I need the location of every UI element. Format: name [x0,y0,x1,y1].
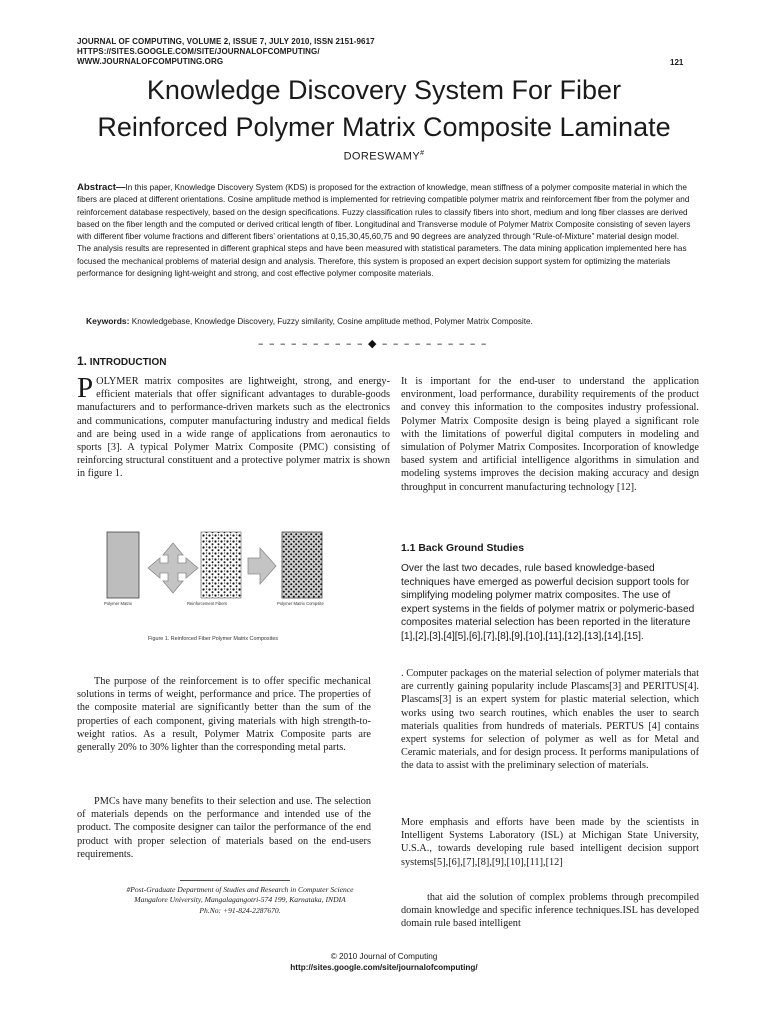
section-number: 1. [77,354,88,368]
paper-title-line2: Reinforced Polymer Matrix Composite Laminate [97,112,671,142]
intro-paragraph-2-text: The purpose of the reinforcement is to offer specific mechanical solutions in terms of weight, performance and price. The properties of the composite material are significantly better than the sum of the properties of each component, giving materials with high strength-to-weight ratios. As a result, Polymer Matrix Composite parts are generally 20% to 30% lighter than the corresponding metal parts. [77,676,371,754]
intro-paragraph-1 [77,372,390,481]
abstract-label: Abstract [77,182,116,193]
keywords-text: Knowledgebase, Knowledge Discovery, Fuzzy similarity, Cosine amplitude method, Polymer Matrix Composite. [131,317,533,326]
footnote-rule [180,880,290,881]
page-footer [200,952,568,973]
four-way-arrow-icon [148,543,198,593]
figure-caption: Figure 1. Reinforced Fiber Polymer Matrix Composites [148,636,279,642]
footnote-line2: Mangalore University, Mangalagangotri-574 199, Karnataka, INDIA [134,895,346,905]
polymer-matrix-block [107,532,139,598]
composite-block [282,532,322,598]
journal-header-line3: WWW.JOURNALOFCOMPUTING.ORG [77,57,224,66]
footnote-line1: #Post-Graduate Department of Studies and Research in Computer Science [126,885,354,894]
background-paragraph-4 [401,891,699,931]
footer-copyright: © 2010 Journal of Computing [330,952,438,961]
section-divider: – – – – – – – – – – ◆ – – – – – – – – – – [258,337,488,350]
page-number: 121 [670,58,684,67]
paper-title-line1: Knowledge Discovery System For Fiber [146,75,622,105]
small-caps-word: OLYMER [96,376,139,387]
footnote [77,885,403,916]
abstract [77,182,691,280]
background-paragraph-4-text: that aid the solution of complex problems through precompiled domain knowledge and specific inference techniques.ISL has developed domain rule based intelligent [401,892,699,930]
background-paragraph-3-text: More emphasis and efforts have been made by the scientists in Intelligent Systems Laboratory (ISL) at Michigan State University, U.S.A., towards developing rule based intelligent decision support systems[5],[6],[7],[8],[9],[10],[11],[12] [401,817,699,868]
abstract-text: In this paper, Knowledge Discovery System (KDS) is proposed for the extraction of knowledge, mean stiffness of a polymer composite material in which the fibers are placed at different orientations. Cosine amplitude method is implemented for retrieving compatible polymer matrix and reinforcement fiber from the polymer and reinforcement database respectively, based on the design specifications. Fuzzy classification rules to classify fibers into short, medium and long fiber classes are derived based on the fiber length and the computed or derived critical length of fiber. Longitudinal and Transverse module of Polymer Matrix Composite consisting of seven layers with different fiber volume fractions and different fibers’ orientations at 0,15,30,45,60,75 and 90 degrees are analyzed through “Rule-of-Mixture” material design model. The analysis results are represented in different graphical steps and have been measured with statistical parameters. The data mining application implemented here has focused the mechanical problems of material design and analysis. Therefore, this system is proposed an expert decision support system for optimizing the materials performance for designing light-weight and strong, and cost effective polymer composite materials. [77,183,691,279]
right-paragraph-1-text: It is important for the end-user to understand the application environment, load performance, durability requirements of the product and convey this information to the composites industry professional. Polymer Matrix Composite design is being played a significant role with the limitations of powerful digital computers in modeling and simulation of Polymer Matrix Composites. Incorporation of knowledge based system and artificial intelligence algorithms in simulation and modeling systems improves the decision making accuracy and design throughput in concurrent manufacturing technology [12]. [401,376,699,493]
reinforcement-fibers-block [201,532,241,598]
drop-cap: P [77,372,94,404]
subsection-heading: 1.1 Back Ground Studies [401,543,524,554]
section-title: INTRODUCTION [89,357,167,368]
intro-paragraph-2 [77,675,371,754]
figure-label-matrix: Polymer Matrix [104,601,132,606]
author-mark: # [420,150,425,157]
intro-paragraph-3 [77,795,371,861]
background-paragraph-3 [401,816,699,869]
journal-header-line1: JOURNAL OF COMPUTING, VOLUME 2, ISSUE 7, JULY 2010, ISSN 2151-9617 [77,37,375,46]
figure-label-composite: Polymer Matrix Compsite [277,601,324,606]
intro-paragraph-3-text: PMCs have many benefits to their selection and use. The selection of materials depends on the performance and intended use of the product. The composite designer can tailor the performance of the end product with proper selection of materials based on the end-users requirements. [77,796,371,860]
background-paragraph-1-text: Over the last two decades, rule based knowledge-based techniques have emerged as powerful decision support tools for simplifying modeling polymer matrix composites. The use of expert systems in the fields of polymer matrix or polymeric-based composites material selection has been reported in the literature [1],[2],[3],[4][5],[6],[7],[8],[9],[10],[11],[12],[13],[14],[15]. [401,563,695,642]
background-paragraph-1 [401,562,697,644]
footnote-line3: Ph.No: +91-824-2287670. [199,905,281,915]
keywords [86,316,696,326]
right-paragraph-1 [401,375,699,494]
background-paragraph-2-text: . Computer packages on the material selection of polymer materials that are currently gaining popularity include Plascams[3] and PERITUS[4]. Plascams[3] is an expert system for plastic material selection, which works using two search routines, which enables the user to search materials qualities from hundreds of materials. PERTUS [4] contains expert systems for selection of polymer as well as for Metal and Ceramic materials, and for design process. It performs manipulations of the data to assist with the preliminary selection of materials. [401,668,699,772]
section-heading [77,354,166,368]
right-arrow-icon [248,548,276,584]
journal-header [77,37,375,67]
paper-title [60,72,708,146]
intro-paragraph-1-text: matrix composites are lightweight, strong, and energy-efficient materials that offer significant advantages to durable-goods manufacturers and to performance-driven markets such as the electronics and communications, computer manufacturing industry and medical fields and are being used in a wide range of applications from aeronautics to sports [3]. A typical Polymer Matrix Composite (PMC) consisting of reinforcing structural constituent and a protective polymer matrix is shown in figure 1. [77,376,390,480]
footer-url: http://sites.google.com/site/journalofcomputing/ [290,962,478,972]
abstract-dash: — [115,182,126,193]
journal-header-line2: HTTPS://SITES.GOOGLE.COM/SITE/JOURNALOFCOMPUTING/ [77,47,320,56]
background-paragraph-2 [401,667,699,773]
author-name: DORESWAMY [343,150,421,163]
figure-1-graphic [100,528,345,608]
figure-label-fibers: Reinforcement Fibers [187,601,228,606]
keywords-label: Keywords: [86,316,130,326]
author [60,150,708,163]
